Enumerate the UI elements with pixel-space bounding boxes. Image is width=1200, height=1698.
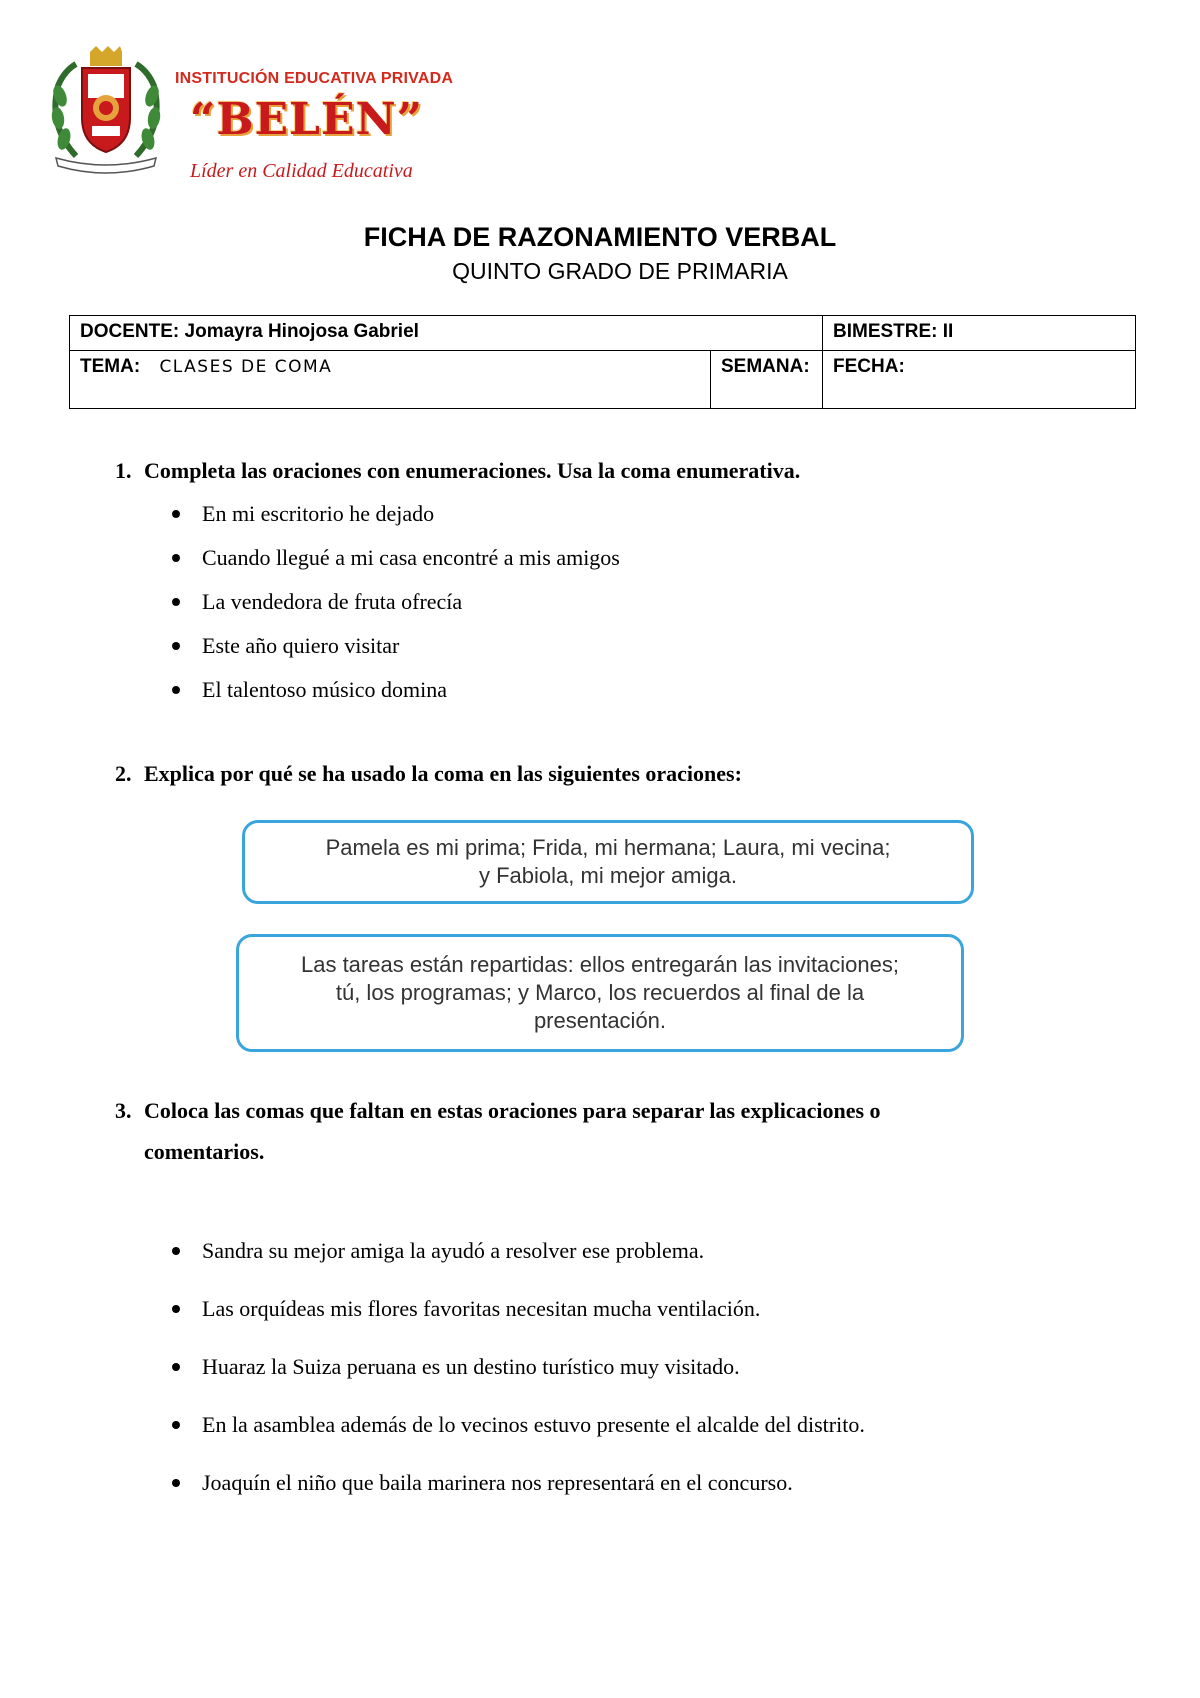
sentence-box-2 (236, 934, 964, 1052)
semana-cell (711, 351, 823, 409)
sentence-box-1 (242, 820, 974, 904)
question-1-heading (115, 458, 800, 484)
school-crest-icon (46, 46, 166, 176)
list-item: En la asamblea además de lo vecinos estuvo presente el alcalde del distrito. (172, 1396, 865, 1454)
docente-label: DOCENTE: (80, 321, 180, 342)
fecha-label: FECHA: (833, 356, 905, 377)
list-item: Huaraz la Suiza peruana es un destino turístico muy visitado. (172, 1338, 865, 1396)
logo-quote-close: ” (396, 94, 424, 145)
logo-slogan: Líder en Calidad Educativa (190, 160, 413, 182)
question-prompt-line2: comentarios. (144, 1139, 265, 1164)
semana-label: SEMANA: (721, 356, 810, 377)
box-line: Pamela es mi prima; Frida, mi hermana; Laura, mi vecina; (325, 835, 891, 860)
list-item: En mi escritorio he dejado (172, 492, 620, 536)
docente-cell (70, 316, 823, 351)
bimestre-value: II (942, 321, 954, 342)
list-item: Sandra su mejor amiga la ayudó a resolver ese problema. (172, 1222, 865, 1280)
box-line: presentación. (533, 1008, 667, 1033)
question-prompt-line1: Coloca las comas que faltan en estas oraciones para separar las explicaciones o (144, 1098, 881, 1123)
docente-value: Jomayra Hinojosa Gabriel (184, 321, 419, 342)
question-number: 3. (115, 1098, 132, 1123)
question-number: 2. (115, 761, 132, 786)
box-line: tú, los programas; y Marco, los recuerdos al final de la (335, 980, 865, 1005)
question-prompt: Completa las oraciones con enumeraciones. Usa la coma enumerativa. (144, 458, 801, 483)
box-line: Las tareas están repartidas: ellos entregarán las invitaciones; (300, 952, 899, 977)
question-prompt: Explica por qué se ha usado la coma en las siguientes oraciones: (144, 761, 742, 786)
page-subtitle: QUINTO GRADO DE PRIMARIA (452, 258, 788, 284)
question-1-list (172, 492, 620, 712)
tema-label: TEMA: (80, 356, 141, 377)
logo-institution-text: INSTITUCIÓN EDUCATIVA PRIVADA (175, 70, 454, 87)
logo-name-text: BELÉN (216, 94, 397, 145)
tema-value: CLASES DE COMA (159, 357, 333, 377)
bimestre-label: BIMESTRE: (833, 321, 938, 342)
bimestre-cell (823, 316, 1136, 351)
logo-quote-open: “ (190, 94, 217, 145)
logo-school-name (190, 94, 423, 145)
question-3-heading (115, 1090, 975, 1172)
question-3-list (172, 1222, 865, 1512)
tema-cell (70, 351, 711, 409)
list-item: Cuando llegué a mi casa encontré a mis amigos (172, 536, 620, 580)
list-item: Este año quiero visitar (172, 624, 620, 668)
list-item: El talentoso músico domina (172, 668, 620, 712)
question-2-heading (115, 761, 742, 787)
question-number: 1. (115, 458, 132, 483)
list-item: Las orquídeas mis flores favoritas necesitan mucha ventilación. (172, 1280, 865, 1338)
list-item: Joaquín el niño que baila marinera nos representará en el concurso. (172, 1454, 865, 1512)
info-table (69, 315, 1136, 409)
page-title: FICHA DE RAZONAMIENTO VERBAL (363, 222, 837, 252)
fecha-cell (823, 351, 1136, 409)
box-line: y Fabiola, mi mejor amiga. (479, 863, 737, 888)
list-item: La vendedora de fruta ofrecía (172, 580, 620, 624)
